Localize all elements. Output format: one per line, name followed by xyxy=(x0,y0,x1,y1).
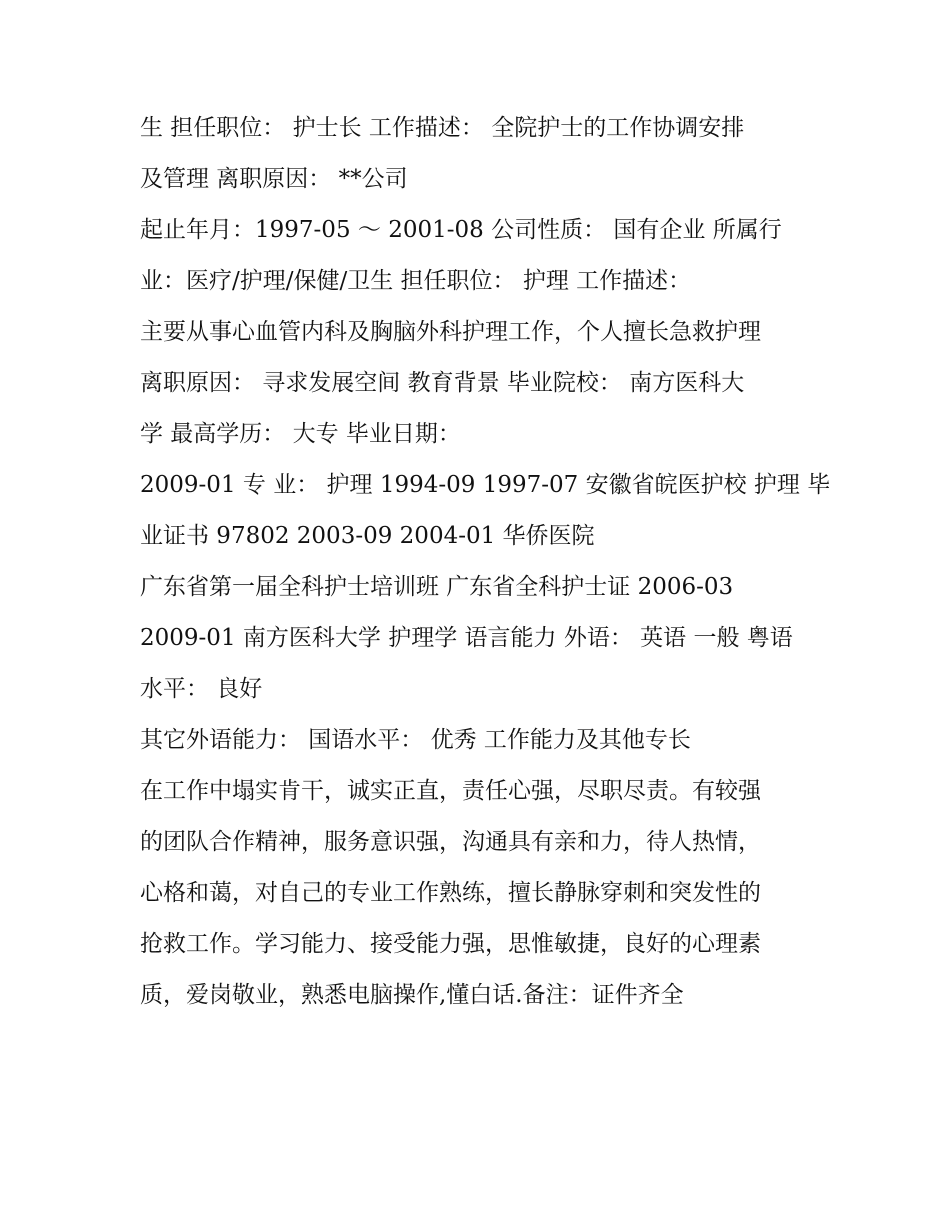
text-line-6: 离职原因： 寻求发展空间 教育背景 毕业院校： 南方医科大 xyxy=(140,370,745,396)
text-line-17: 抢救工作。学习能力、接受能力强，思惟敏捷，良好的心理素 xyxy=(140,931,761,957)
text-line-13: 其它外语能力： 国语水平： 优秀 工作能力及其他专长 xyxy=(140,727,691,753)
text-line-14: 在工作中塌实肯干，诚实正直，责任心强，尽职尽责。有较强 xyxy=(140,778,761,804)
text-line-4: 业：医疗/护理/保健/卫生 担任职位： 护理 工作描述： xyxy=(140,268,692,294)
text-line-7: 学 最高学历： 大专 毕业日期： xyxy=(140,421,461,447)
text-line-16: 心格和蔼，对自己的专业工作熟练，擅长静脉穿刺和突发性的 xyxy=(140,880,761,906)
text-line-12: 水平： 良好 xyxy=(140,676,263,702)
text-line-2: 及管理 离职原因： **公司 xyxy=(140,166,408,192)
text-line-5: 主要从事心血管内科及胸脑外科护理工作，个人擅长急救护理 xyxy=(140,319,761,345)
text-line-10: 广东省第一届全科护士培训班 广东省全科护士证 2006-03 xyxy=(140,574,734,600)
text-line-3: 起止年月：1997-05 ～ 2001-08 公司性质： 国有企业 所属行 xyxy=(140,217,782,243)
text-line-8: 2009-01 专 业： 护理 1994-09 1997-07 安徽省皖医护校 护理 毕 xyxy=(140,472,831,498)
resume-text-block xyxy=(140,108,830,1026)
text-line-9: 业证书 97802 2003-09 2004-01 华侨医院 xyxy=(140,523,595,549)
text-line-18: 质，爱岗敬业，熟悉电脑操作,懂白话.备注：证件齐全 xyxy=(140,982,684,1008)
text-line-15: 的团队合作精神，服务意识强，沟通具有亲和力，待人热情， xyxy=(140,829,761,855)
text-line-11: 2009-01 南方医科大学 护理学 语言能力 外语： 英语 一般 粤语 xyxy=(140,625,793,651)
text-line-1: 生 担任职位： 护士长 工作描述： 全院护士的工作协调安排 xyxy=(140,115,745,141)
